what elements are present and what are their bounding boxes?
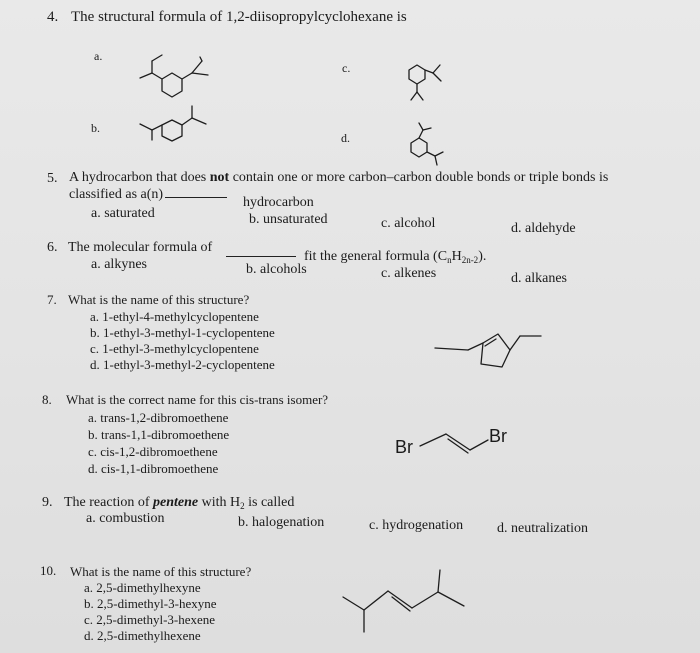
q6-option-a[interactable]: a. alkynes bbox=[91, 257, 147, 272]
q8-structure[interactable] bbox=[418, 428, 493, 458]
q4-structure-b[interactable] bbox=[128, 100, 228, 145]
q5-line1-post: contain one or more carbon–carbon double bonds or triple bonds is bbox=[229, 170, 609, 185]
q6-formula-end: ). bbox=[478, 249, 487, 264]
q9-text-italic: pentene bbox=[153, 495, 199, 510]
q6-option-c[interactable]: c. alkenes bbox=[381, 266, 437, 281]
q9-text-post: is called bbox=[244, 495, 295, 510]
q10-option-c[interactable]: c. 2,5-dimethyl-3-hexene bbox=[84, 612, 216, 627]
q9-option-c[interactable]: c. hydrogenation bbox=[369, 518, 464, 533]
q6-formula-n: n bbox=[447, 255, 452, 265]
q10-option-a[interactable]: a. 2,5-dimethylhexyne bbox=[84, 580, 201, 595]
q8-option-b[interactable]: b. trans-1,1-dibromoethene bbox=[88, 427, 230, 442]
q6-text-post-main: fit the general formula (C bbox=[304, 249, 448, 264]
q6-number: 6. bbox=[47, 240, 58, 255]
q7-option-c[interactable]: c. 1-ethyl-3-methylcyclopentene bbox=[90, 341, 259, 356]
q8-br-left-label: Br bbox=[395, 437, 413, 457]
q10-option-b[interactable]: b. 2,5-dimethyl-3-hexyne bbox=[84, 596, 217, 611]
q6-option-d[interactable]: d. alkanes bbox=[511, 271, 567, 286]
q4-option-c-label[interactable]: c. bbox=[342, 61, 351, 75]
q6-text-pre: The molecular formula of bbox=[68, 240, 213, 255]
q9-option-d[interactable]: d. neutralization bbox=[497, 521, 588, 536]
q5-option-b[interactable]: b. unsaturated bbox=[249, 212, 328, 227]
q8-question: What is the correct name for this cis-trans isomer? bbox=[66, 392, 329, 407]
q6-formula-sub: 2n-2 bbox=[461, 255, 479, 265]
q4-structure-c[interactable] bbox=[395, 55, 455, 110]
q8-option-d[interactable]: d. cis-1,1-dibromoethene bbox=[88, 461, 219, 476]
q4-option-d-label[interactable]: d. bbox=[341, 131, 350, 145]
q4-structure-a[interactable] bbox=[120, 45, 230, 105]
q5-line1 bbox=[69, 170, 608, 186]
q10-number: 10. bbox=[40, 563, 57, 578]
q7-option-b[interactable]: b. 1-ethyl-3-methyl-1-cyclopentene bbox=[90, 325, 275, 340]
q10-structure[interactable] bbox=[340, 570, 480, 640]
q8-option-a[interactable]: a. trans-1,2-dibromoethene bbox=[88, 410, 229, 425]
q4-option-b-label[interactable]: b. bbox=[91, 121, 100, 135]
q8-br-right-label: Br bbox=[489, 426, 507, 446]
q5-number: 5. bbox=[47, 171, 58, 186]
q5-option-c[interactable]: c. alcohol bbox=[381, 216, 436, 231]
q5-line1-bold: not bbox=[209, 170, 230, 185]
q5-option-d[interactable]: d. aldehyde bbox=[511, 221, 576, 236]
q9-text-sub: 2 bbox=[240, 501, 245, 511]
q7-structure[interactable] bbox=[430, 320, 550, 375]
q10-option-d[interactable]: d. 2,5-dimethylhexene bbox=[84, 628, 201, 643]
q4-number: 4. bbox=[47, 9, 59, 25]
q5-line1-pre: A hydrocarbon that does bbox=[69, 170, 210, 185]
q6-answer-blank[interactable] bbox=[226, 243, 296, 262]
q6-option-b[interactable]: b. alcohols bbox=[246, 262, 307, 277]
q7-question: What is the name of this structure? bbox=[68, 292, 250, 307]
q8-number: 8. bbox=[42, 392, 52, 407]
q10-question: What is the name of this structure? bbox=[70, 564, 252, 579]
q5-option-a[interactable]: a. saturated bbox=[91, 206, 155, 221]
q7-option-d[interactable]: d. 1-ethyl-3-methyl-2-cyclopentene bbox=[90, 357, 275, 372]
q6-formula-h: H bbox=[451, 249, 462, 264]
q5-line2-pre: classified as a(n) bbox=[69, 187, 164, 202]
q4-question: The structural formula of 1,2-diisopropylcyclohexane is bbox=[71, 9, 407, 25]
q9-option-a[interactable]: a. combustion bbox=[86, 511, 165, 526]
q5-answer-blank[interactable] bbox=[165, 197, 227, 198]
q8-option-c[interactable]: c. cis-1,2-dibromoethene bbox=[88, 444, 218, 459]
q4-structure-d[interactable] bbox=[395, 120, 455, 170]
q9-option-b[interactable]: b. halogenation bbox=[238, 515, 325, 530]
q9-text-mid: with H bbox=[198, 495, 241, 510]
q4-option-a-label[interactable]: a. bbox=[94, 49, 103, 63]
q9-text-pre: The reaction of bbox=[64, 495, 154, 510]
q9-number: 9. bbox=[42, 495, 53, 510]
q7-number: 7. bbox=[47, 292, 57, 307]
q5-line2 bbox=[69, 187, 227, 203]
q5-line2-post: hydrocarbon bbox=[243, 195, 314, 210]
q7-option-a[interactable]: a. 1-ethyl-4-methylcyclopentene bbox=[90, 309, 259, 324]
